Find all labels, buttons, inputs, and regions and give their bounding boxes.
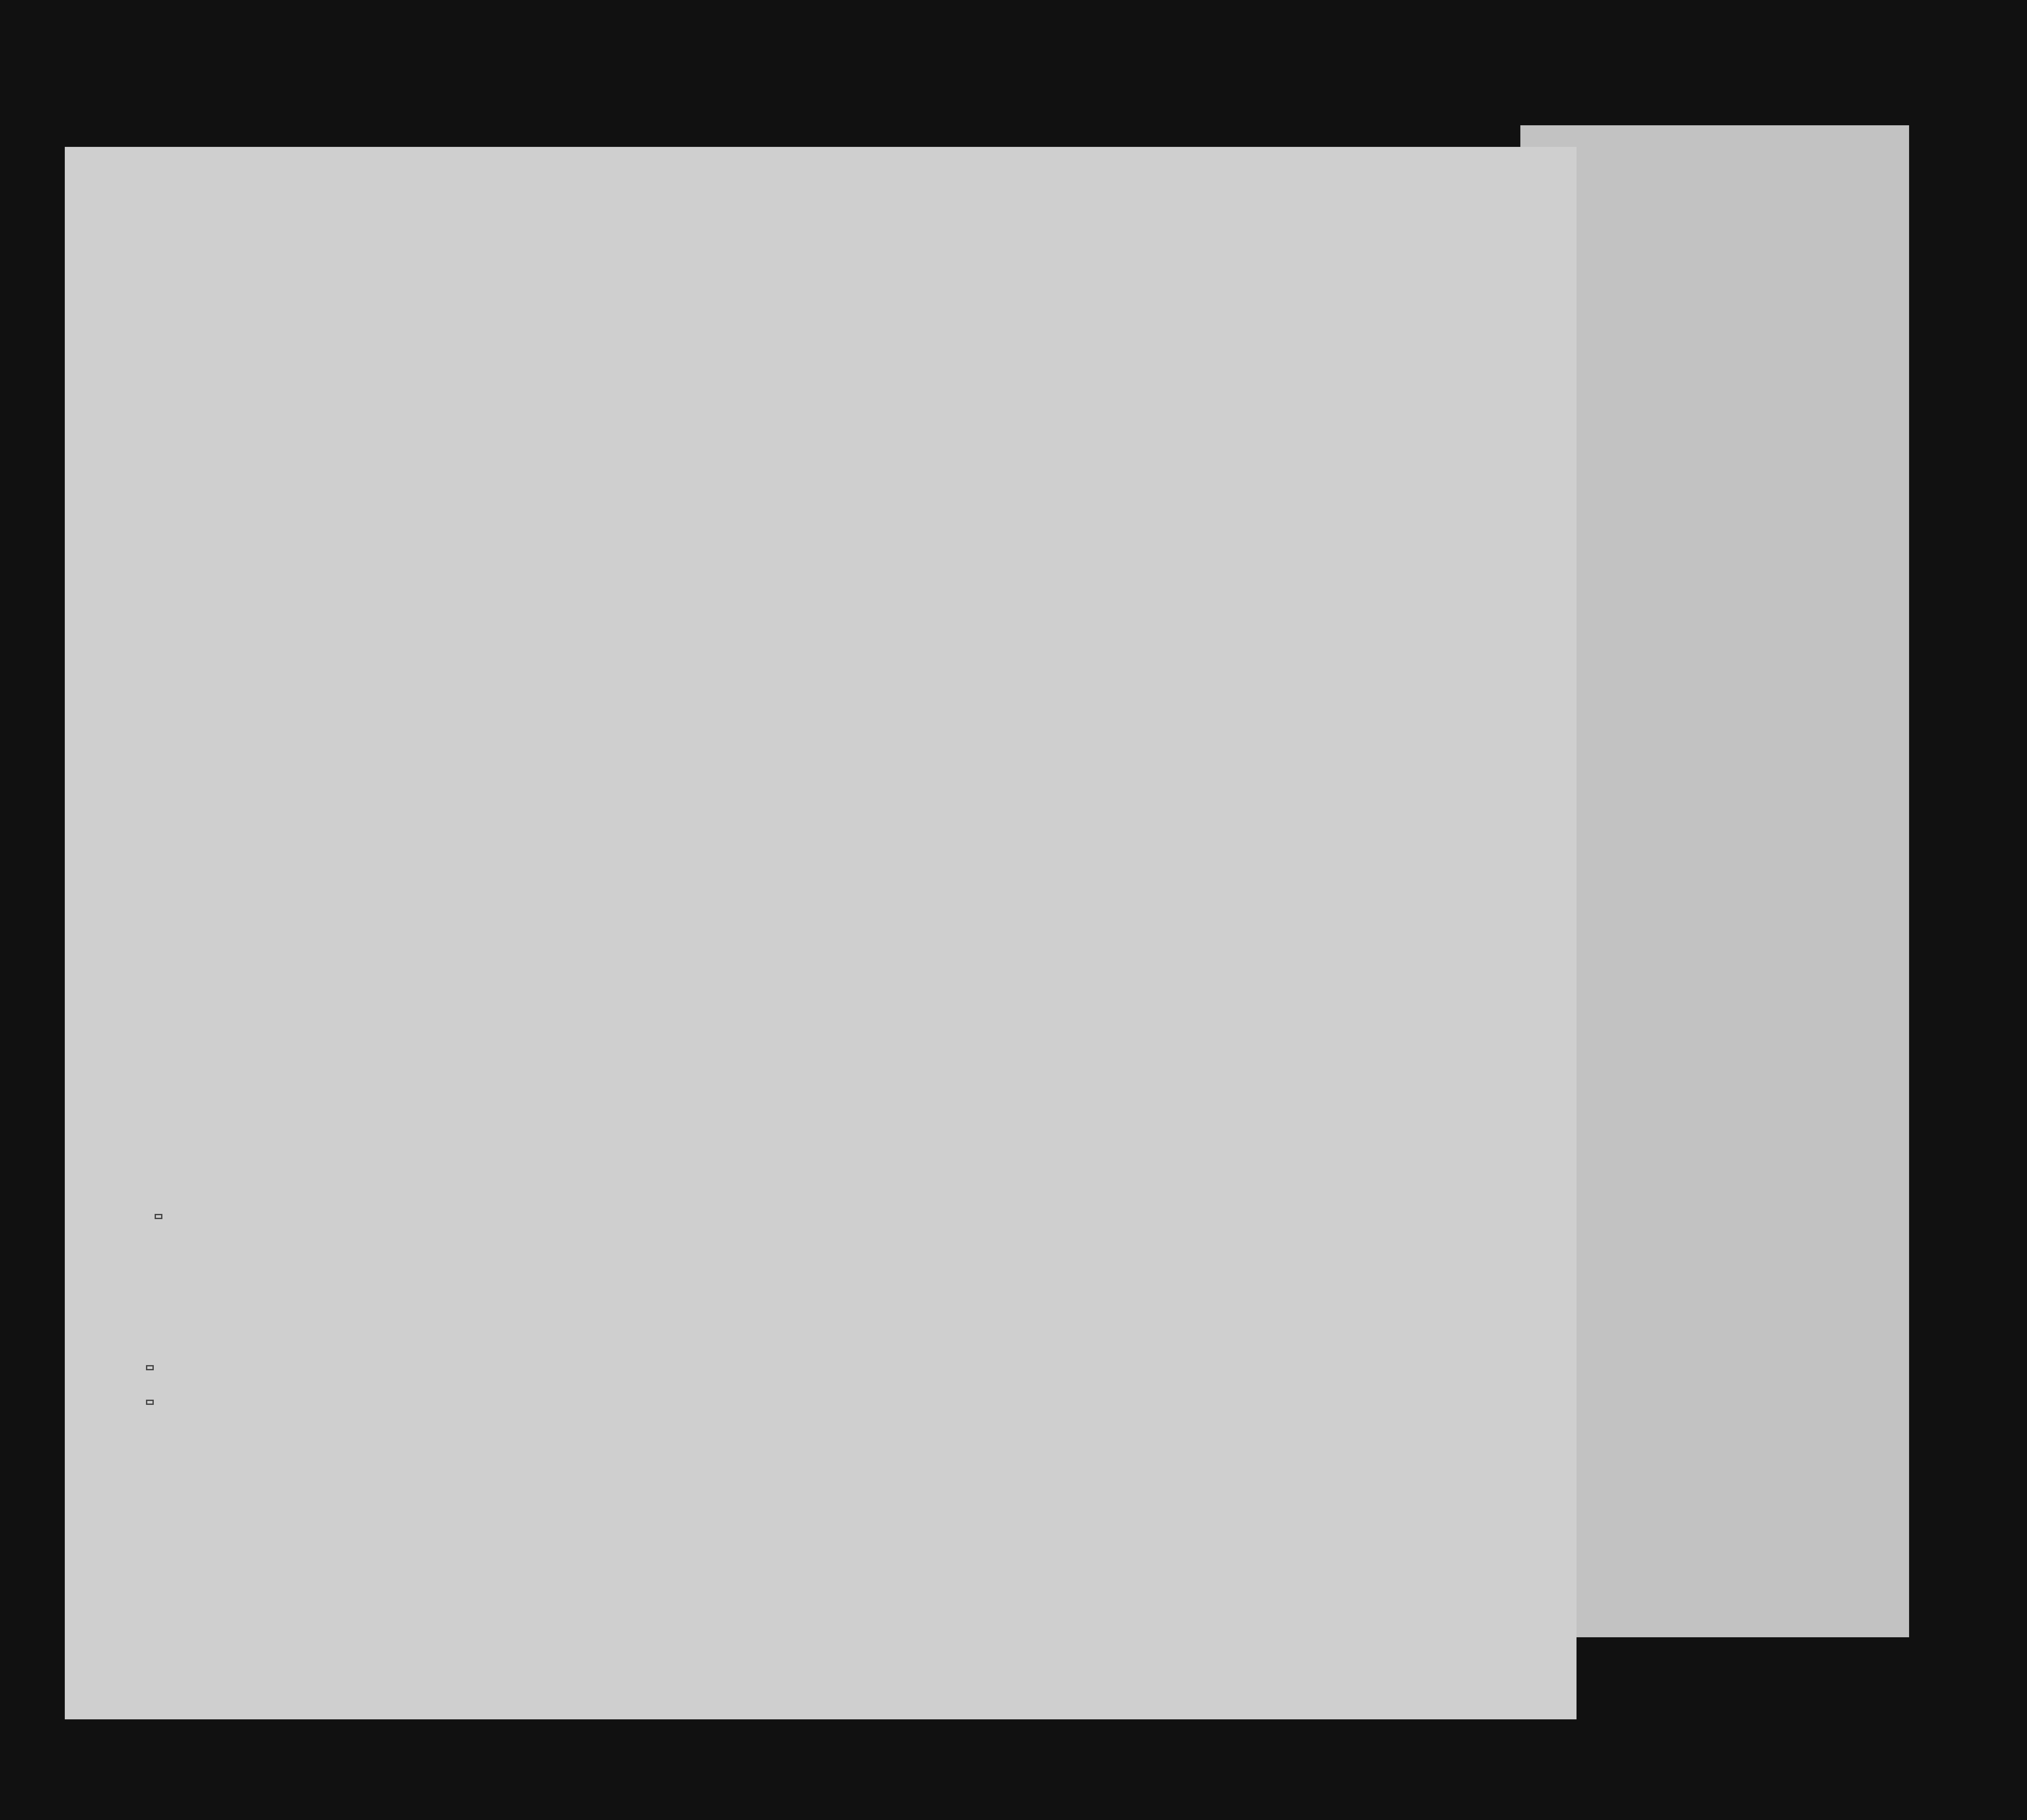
us-citizen-stamp-3 (146, 1400, 154, 1405)
us-citizen-stamp-1 (155, 1214, 162, 1219)
us-citizen-stamp-2 (146, 1365, 154, 1370)
